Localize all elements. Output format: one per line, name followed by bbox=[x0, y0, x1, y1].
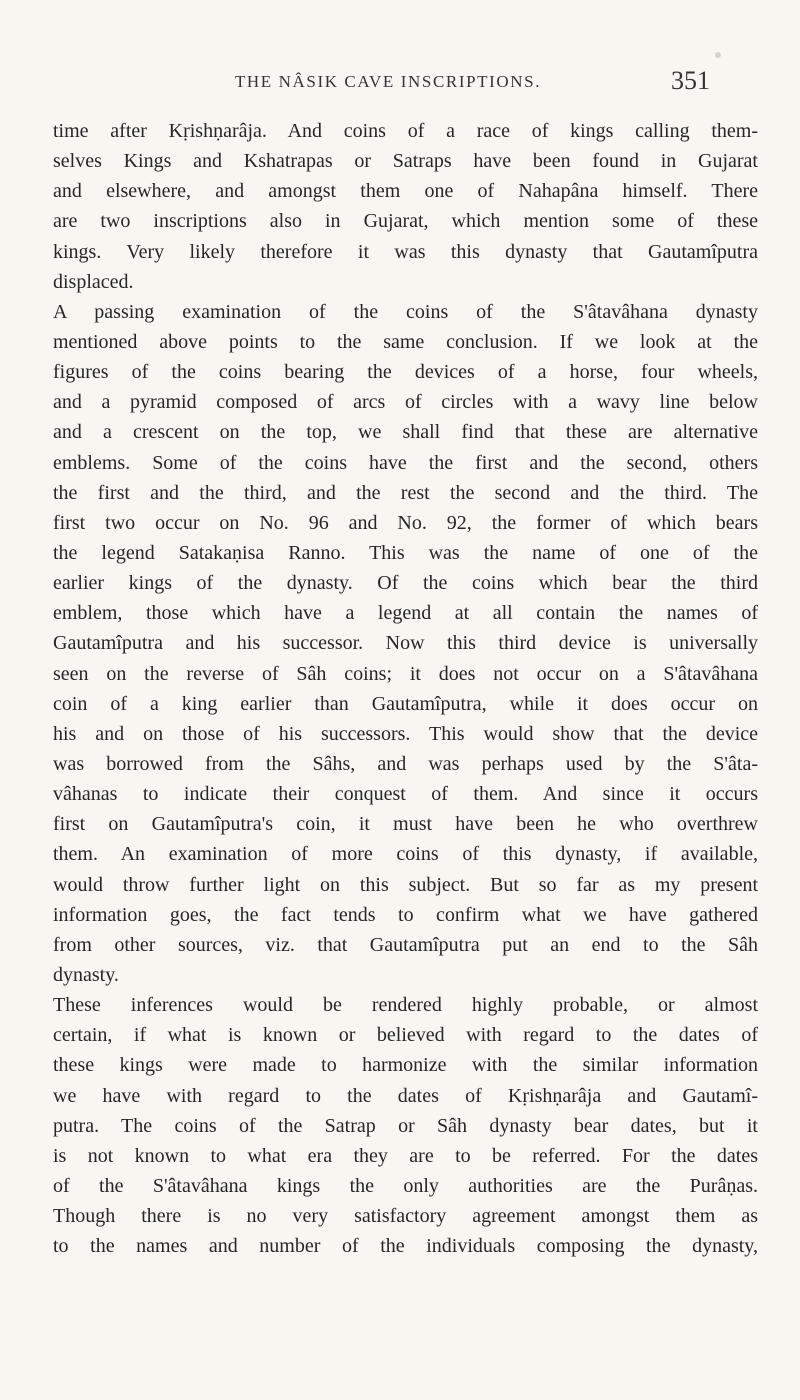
text-line: time after Kṛishṇarâja. And coins of a race of kings calling them- bbox=[53, 120, 758, 142]
text-line: Though there is no very satisfactory agreement amongst them as bbox=[53, 1205, 758, 1228]
text-line: emblems. Some of the coins have the first and the second, others bbox=[53, 451, 758, 474]
text-line: these kings were made to harmonize with the similar information bbox=[53, 1054, 758, 1077]
text-line: Gautamîputra and his successor. Now this third device is universally bbox=[53, 632, 758, 655]
running-title: THE NÂSIK CAVE INSCRIPTIONS. bbox=[234, 72, 542, 91]
page-number: 351 bbox=[671, 66, 710, 95]
text-line: would throw further light on this subject. But so far as my present bbox=[53, 873, 758, 896]
text-line: was borrowed from the Sâhs, and was perhaps used by the S'âta- bbox=[53, 752, 758, 775]
text-line: figures of the coins bearing the devices of a horse, four wheels, bbox=[53, 361, 758, 384]
text-line: mentioned above points to the same conclusion. If we look at the bbox=[53, 330, 758, 353]
text-line: putra. The coins of the Satrap or Sâh dynasty bear dates, but it bbox=[53, 1114, 758, 1137]
text-line: and elsewhere, and amongst them one of Nahapâna himself. There bbox=[53, 180, 758, 203]
text-line: seen on the reverse of Sâh coins; it does not occur on a S'âtavâhana bbox=[53, 662, 758, 685]
text-line: from other sources, viz. that Gautamîputra put an end to the Sâh bbox=[53, 933, 758, 956]
text-line: the legend Satakaṇisa Ranno. This was the name of one of the bbox=[53, 541, 758, 564]
text-line: selves Kings and Kshatrapas or Satraps have been found in Gujarat bbox=[53, 150, 758, 173]
text-line: certain, if what is known or believed with regard to the dates of bbox=[53, 1024, 758, 1047]
paper-spot bbox=[715, 52, 721, 58]
text-line: A passing examination of the coins of the S'âtavâhana dynasty bbox=[53, 300, 758, 323]
text-line: them. An examination of more coins of this dynasty, if available, bbox=[53, 843, 758, 866]
text-line: his and on those of his successors. This would show that the device bbox=[53, 722, 758, 745]
text-line: These inferences would be rendered highly probable, or almost bbox=[53, 994, 758, 1017]
text-line: information goes, the fact tends to confirm what we have gathered bbox=[53, 903, 758, 926]
text-line: and a pyramid composed of arcs of circles with a wavy line below bbox=[53, 391, 758, 414]
text-line: is not known to what era they are to be referred. For the dates bbox=[53, 1144, 758, 1167]
text-line: earlier kings of the dynasty. Of the coins which bear the third bbox=[53, 572, 758, 595]
text-line: dynasty. bbox=[53, 963, 119, 986]
text-line: to the names and number of the individuals composing the dynasty, bbox=[53, 1235, 758, 1258]
text-line: emblem, those which have a legend at all contain the names of bbox=[53, 602, 758, 625]
text-line: coin of a king earlier than Gautamîputra, while it does occur on bbox=[53, 692, 758, 715]
text-line: we have with regard to the dates of Kṛishṇarâja and Gautamî- bbox=[53, 1084, 758, 1107]
text-line: of the S'âtavâhana kings the only authorities are the Purâṇas. bbox=[53, 1174, 758, 1197]
text-line: displaced. bbox=[53, 270, 134, 293]
text-line: are two inscriptions also in Gujarat, which mention some of these bbox=[53, 210, 758, 233]
text-line: first on Gautamîputra's coin, it must have been he who overthrew bbox=[53, 813, 758, 836]
text-line: and a crescent on the top, we shall find that these are alternative bbox=[53, 421, 758, 444]
text-line: first two occur on No. 96 and No. 92, the former of which bears bbox=[53, 511, 758, 534]
body-text bbox=[53, 116, 758, 1261]
text-line: kings. Very likely therefore it was this dynasty that Gautamîputra bbox=[53, 240, 758, 263]
text-line: vâhanas to indicate their conquest of them. And since it occurs bbox=[53, 783, 758, 806]
text-line: the first and the third, and the rest the second and the third. The bbox=[53, 481, 758, 504]
